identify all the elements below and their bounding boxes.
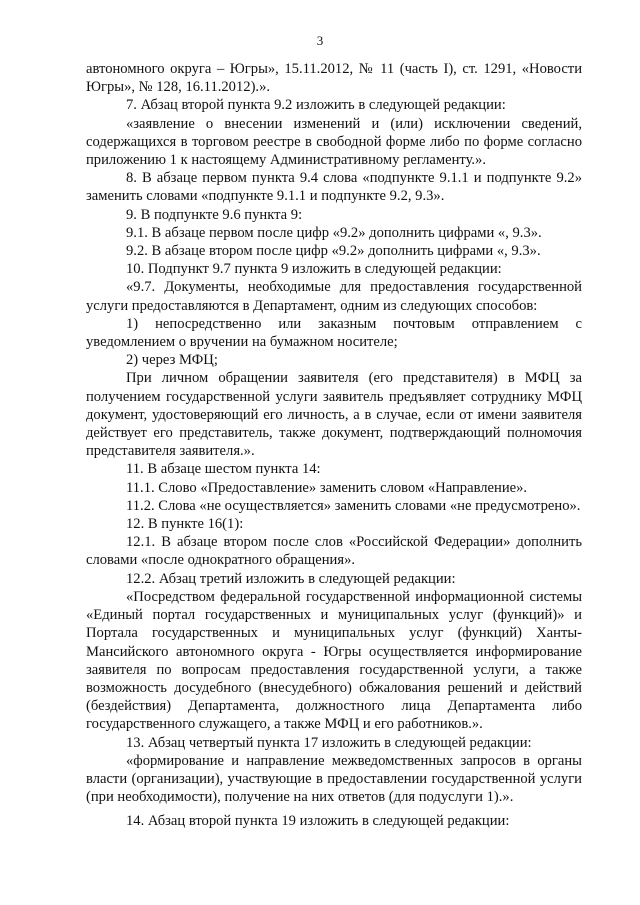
paragraph: «Посредством федеральной государственной информационной системы «Единый портал государственных и муниципальных услуг (функций)» и Портала государственных и муниципальных услуг (функций) Ханты-Мансийского автономного округа - Югры осуществляется информирование заявителя по вопросам предоставления государственной услуги, а также возможность досудебного (внесудебного) обжалования решений и действий (бездействия) Департамента, должностного лица Департамента либо государственного служащего, а также МФЦ и его работников.». [86,588,582,733]
paragraph: автономного округа – Югры», 15.11.2012, № 11 (часть I), ст. 1291, «Новости Югры», № 128, 16.11.2012).». [86,61,582,96]
paragraph: 11.1. Слово «Предоставление» заменить словом «Направление». [126,479,528,496]
paragraph: 11.2. Слова «не осуществляется» заменить словами «не предусмотрено». [126,497,581,514]
document-body [86,60,582,831]
paragraph: «9.7. Документы, необходимые для предоставления государственной услуги предоставляются в Департамент, одним из следующих способов: [86,279,582,314]
paragraph: 11. В абзаце шестом пункта 14: [126,461,321,478]
paragraph: 9. В подпункте 9.6 пункта 9: [126,206,303,223]
paragraph: 8. В абзаце первом пункта 9.4 слова «подпункте 9.1.1 и подпункте 9.2» заменить словами «подпункте 9.1.1 и подпункте 9.2, 9.3». [86,170,582,205]
paragraph: При личном обращении заявителя (его представителя) в МФЦ за получением государственной услуги заявитель предъявляет сотруднику МФЦ документ, удостоверяющий его личность, а в случае, если от имени заявителя действует его представитель, также документ, подтверждающий полномочия представителя заявителя.». [86,370,582,460]
paragraph: 12.2. Абзац третий изложить в следующей редакции: [126,570,456,587]
paragraph: 14. Абзац второй пункта 19 изложить в следующей редакции: [126,813,510,830]
paragraph: 10. Подпункт 9.7 пункта 9 изложить в следующей редакции: [126,261,502,278]
paragraph: 1) непосредственно или заказным почтовым отправлением с уведомлением о вручении на бумажном носителе; [86,315,582,351]
paragraph: «заявление о внесении изменений и (или) исключении сведений, содержащихся в торговом реестре в свободной форме либо по форме согласно приложению 1 к настоящему Административному регламенту.». [86,115,582,169]
paragraph: 9.2. В абзаце втором после цифр «9.2» дополнить цифрами «, 9.3». [126,243,541,260]
paragraph: 2) через МФЦ; [126,352,218,369]
paragraph: 9.1. В абзаце первом после цифр «9.2» дополнить цифрами «, 9.3». [126,224,542,241]
paragraph: 12. В пункте 16(1): [126,516,244,533]
paragraph: 13. Абзац четвертый пункта 17 изложить в следующей редакции: [126,734,532,751]
paragraph: 7. Абзац второй пункта 9.2 изложить в следующей редакции: [126,97,506,114]
paragraph: «формирование и направление межведомственных запросов в органы власти (организации), участвующие в предоставлении государственной услуги (при необходимости), получение на них ответов (для подуслуги 1).». [86,752,582,806]
page-number: 3 [316,33,324,48]
paragraph: 12.1. В абзаце втором после слов «Российской Федерации» дополнить словами «после однократного обращения». [86,534,582,569]
